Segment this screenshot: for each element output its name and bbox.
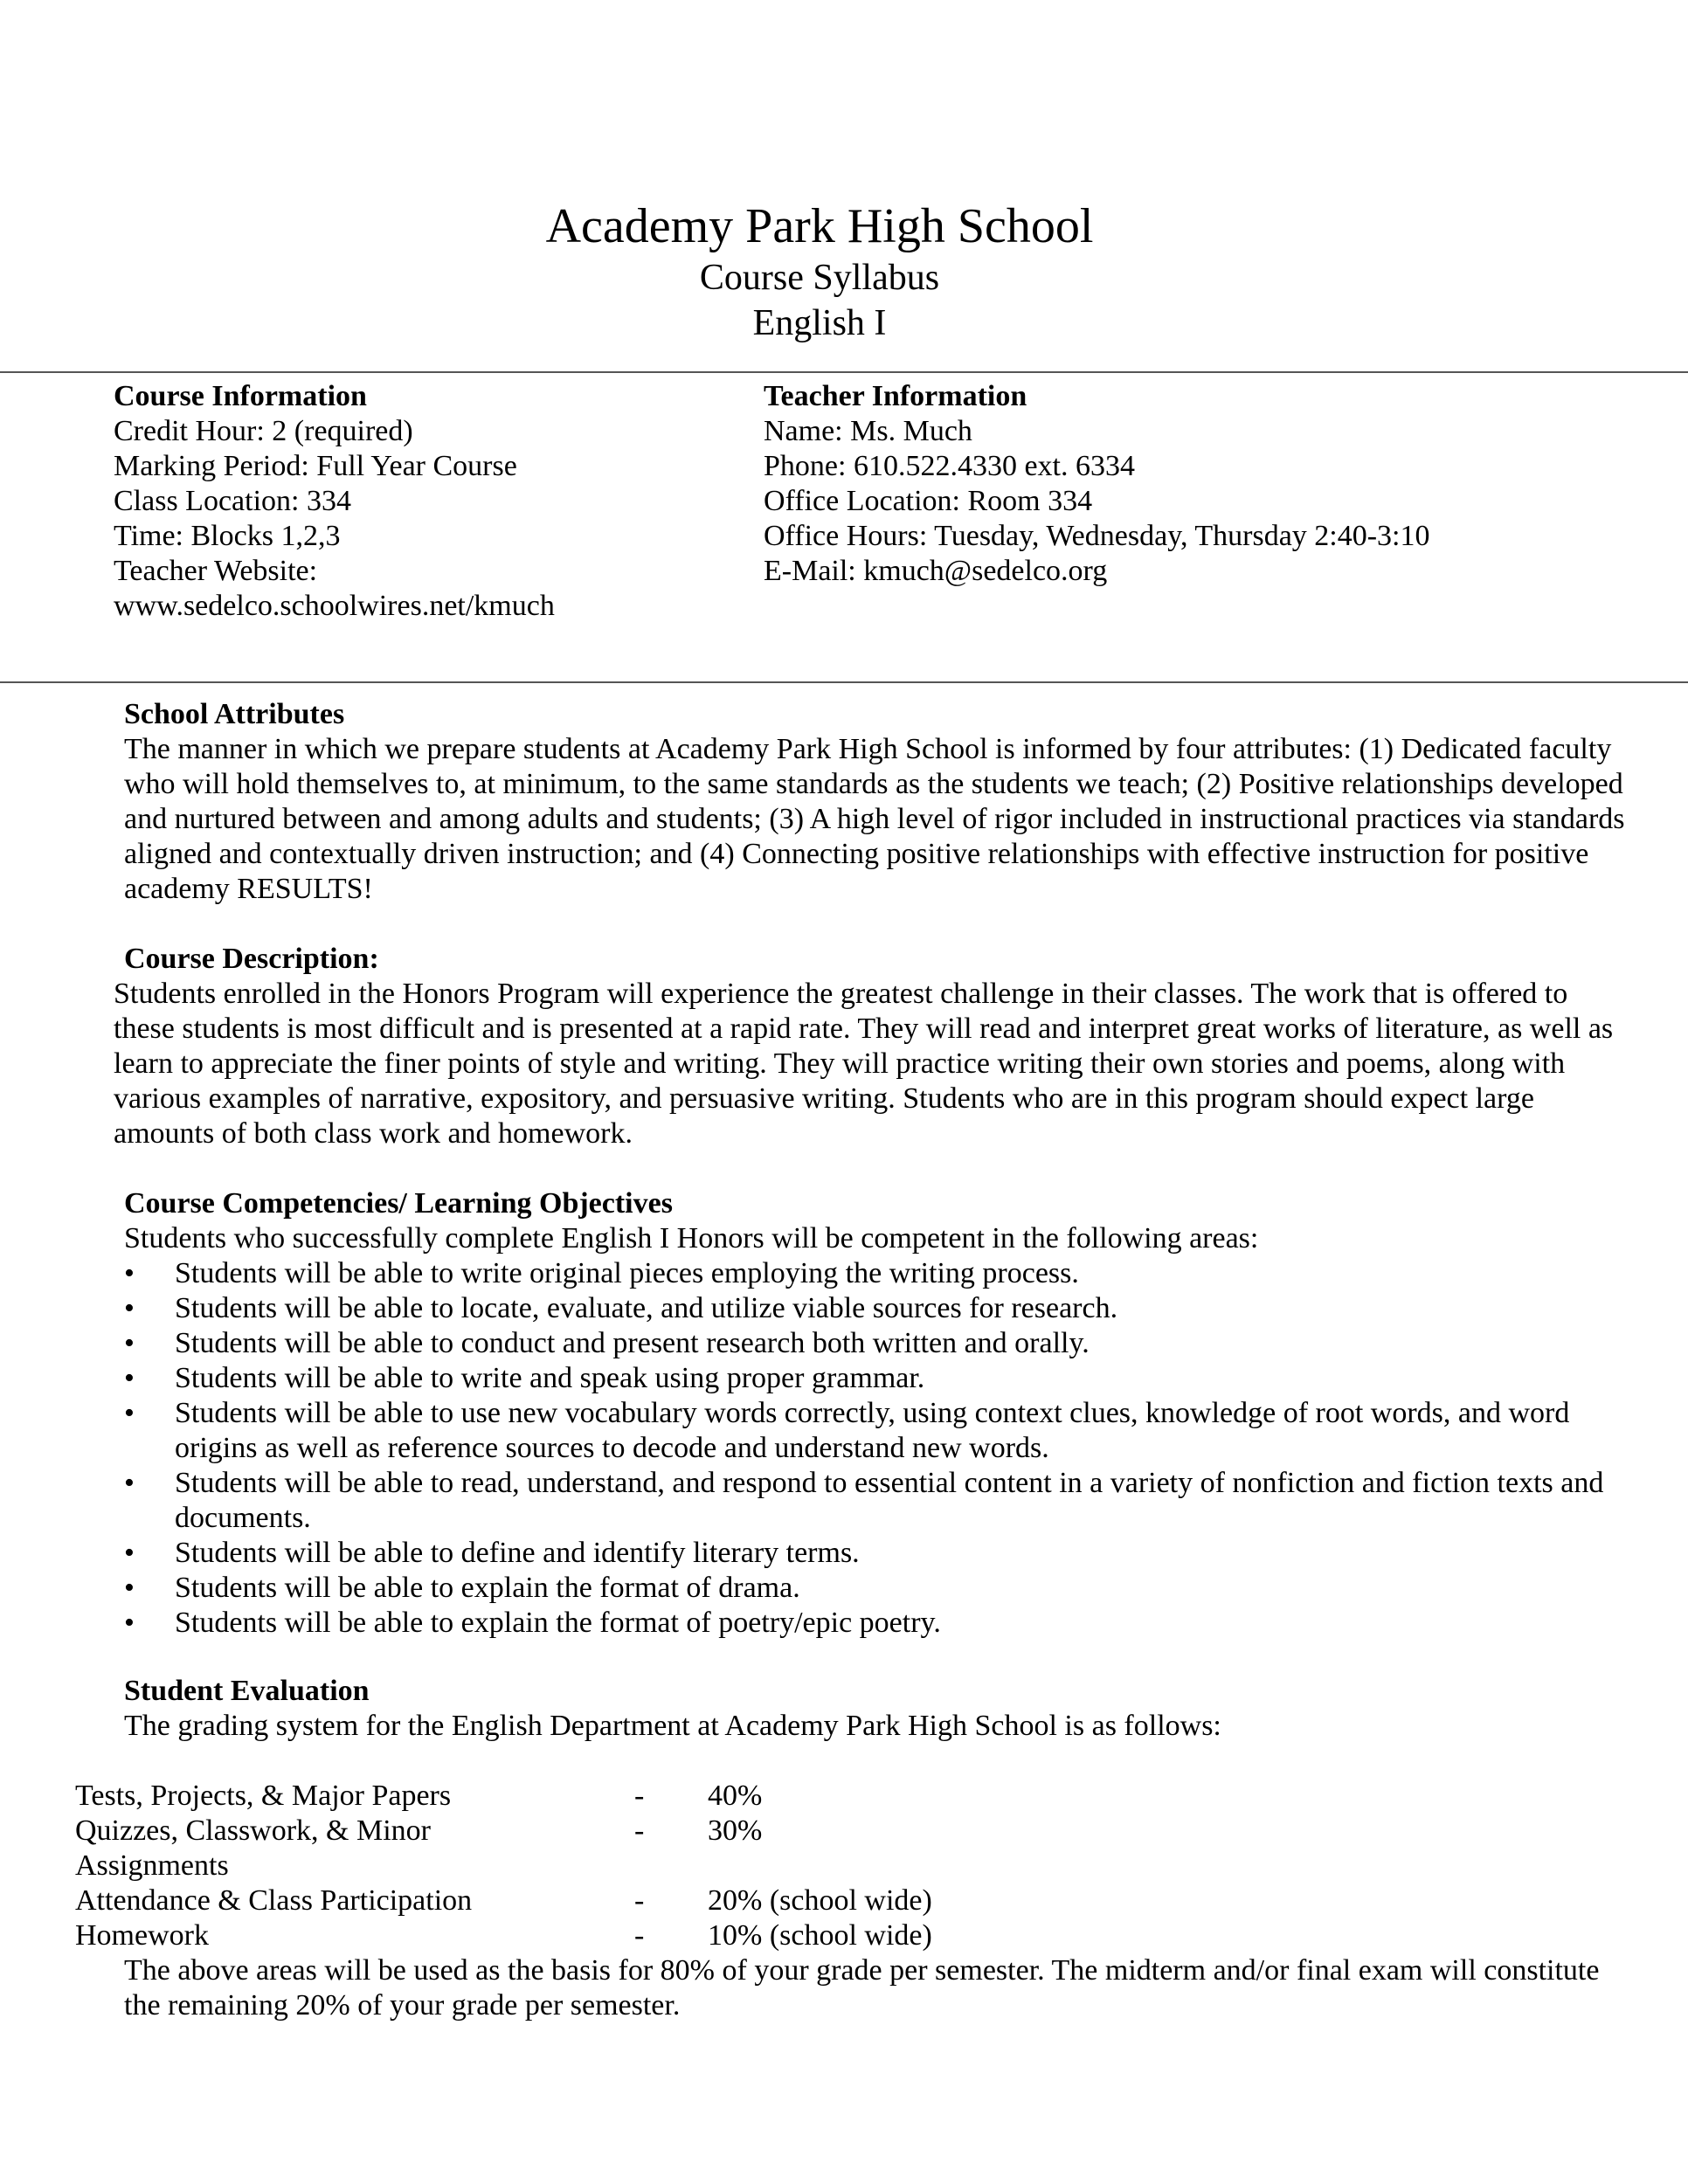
school-attributes-heading: School Attributes bbox=[124, 698, 345, 730]
teacher-email: E-Mail: kmuch@sedelco.org bbox=[764, 555, 1108, 587]
top-divider bbox=[0, 371, 1688, 373]
school-attributes-text: The manner in which we prepare students at Academy Park High School is informed by four attributes: (1) Dedicated faculty who will hold themselves to, at minimum, to the same standards as the students we teach; (2) Positive relationships developed and nurtured between and among adults and students; (3) A high level of rigor included in instructional practices via standards aligned and contextually driven instruction; and (4) Connecting positive relationships with effective instruction for positive academy RESULTS! bbox=[124, 733, 1625, 905]
evaluation-note-section bbox=[124, 1953, 1609, 2023]
office-hours: Office Hours: Tuesday, Wednesday, Thursday 2:40-3:10 bbox=[764, 520, 1430, 552]
list-item: • Students will be able to read, understand, and respond to essential content in a variety of nonfiction and fiction texts and documents. bbox=[124, 1466, 1609, 1536]
course-name: English I bbox=[752, 303, 887, 343]
teacher-website-label: Teacher Website: bbox=[114, 555, 318, 587]
list-item: • Students will be able to explain the format of poetry/epic poetry. bbox=[124, 1606, 1609, 1641]
list-item: • Students will be able to write and speak using proper grammar. bbox=[124, 1361, 1609, 1396]
list-item: • Students will be able to use new vocabulary words correctly, using context clues, knowledge of root words, and word origins as well as reference sources to decode and understand new words. bbox=[124, 1396, 1609, 1466]
course-description-heading: Course Description: bbox=[124, 943, 379, 975]
grade-dash: - bbox=[634, 1814, 645, 1847]
competencies-list bbox=[124, 1256, 1609, 1641]
teacher-name: Name: Ms. Much bbox=[764, 415, 972, 447]
class-location: Class Location: 334 bbox=[114, 485, 351, 517]
marking-period: Marking Period: Full Year Course bbox=[114, 450, 517, 482]
document-type: Course Syllabus bbox=[699, 258, 940, 298]
grade-dash: - bbox=[634, 1919, 645, 1952]
competencies-heading: Course Competencies/ Learning Objectives bbox=[124, 1187, 673, 1220]
grade-category: Attendance & Class Participation bbox=[75, 1884, 473, 1917]
credit-hour: Credit Hour: 2 (required) bbox=[114, 415, 413, 447]
class-time: Time: Blocks 1,2,3 bbox=[114, 520, 341, 552]
grade-dash: - bbox=[634, 1884, 645, 1917]
competencies-section bbox=[124, 1186, 1609, 1641]
list-item: • Students will be able to write original pieces employing the writing process. bbox=[124, 1256, 1609, 1291]
course-description-text: Students enrolled in the Honors Program will experience the greatest challenge in their classes. The work that is offered to these students is most difficult and is presented at a rapid rate. They will read and interpret great works of literature, as well as learn to appreciate the finer points of style and writing. They will practice writing their own stories and poems, along with various examples of narrative, expository, and persuasive writing. Students who are in this program should expect large amounts of both class work and homework. bbox=[114, 978, 1614, 1150]
grade-percent: 40% bbox=[708, 1780, 763, 1812]
document-title-block bbox=[0, 197, 1639, 346]
grade-category: Homework bbox=[75, 1919, 209, 1952]
grade-category: Quizzes, Classwork, & Minor Assignments bbox=[75, 1814, 432, 1882]
grade-percent: 30% bbox=[708, 1814, 763, 1847]
evaluation-note: The above areas will be used as the basis for 80% of your grade per semester. The midterm and/or final exam will constitute the remaining 20% of your grade per semester. bbox=[124, 1954, 1600, 2022]
course-description-section bbox=[114, 942, 1616, 1151]
school-name: Academy Park High School bbox=[545, 199, 1094, 253]
list-item: • Students will be able to explain the format of drama. bbox=[124, 1571, 1609, 1606]
list-item: • Students will be able to define and identify literary terms. bbox=[124, 1536, 1609, 1571]
office-location: Office Location: Room 334 bbox=[764, 485, 1093, 517]
competencies-intro: Students who successfully complete English I Honors will be competent in the following areas: bbox=[124, 1222, 1259, 1254]
teacher-website-url: www.sedelco.schoolwires.net/kmuch bbox=[114, 590, 555, 622]
student-evaluation-heading: Student Evaluation bbox=[124, 1675, 370, 1707]
course-information bbox=[114, 379, 555, 624]
info-divider bbox=[0, 681, 1688, 683]
grade-percent: 20% (school wide) bbox=[708, 1884, 932, 1917]
teacher-phone: Phone: 610.522.4330 ext. 6334 bbox=[764, 450, 1135, 482]
student-evaluation-section bbox=[124, 1674, 1609, 1744]
grade-percent: 10% (school wide) bbox=[708, 1919, 932, 1952]
list-item: • Students will be able to locate, evaluate, and utilize viable sources for research. bbox=[124, 1291, 1609, 1326]
grade-dash: - bbox=[634, 1780, 645, 1812]
teacher-information-heading: Teacher Information bbox=[764, 380, 1027, 412]
teacher-information bbox=[764, 379, 1430, 589]
course-information-heading: Course Information bbox=[114, 380, 367, 412]
school-attributes-section bbox=[124, 697, 1627, 907]
list-item: • Students will be able to conduct and present research both written and orally. bbox=[124, 1326, 1609, 1361]
student-evaluation-intro: The grading system for the English Department at Academy Park High School is as follows: bbox=[124, 1710, 1221, 1742]
grade-category: Tests, Projects, & Major Papers bbox=[75, 1780, 452, 1812]
